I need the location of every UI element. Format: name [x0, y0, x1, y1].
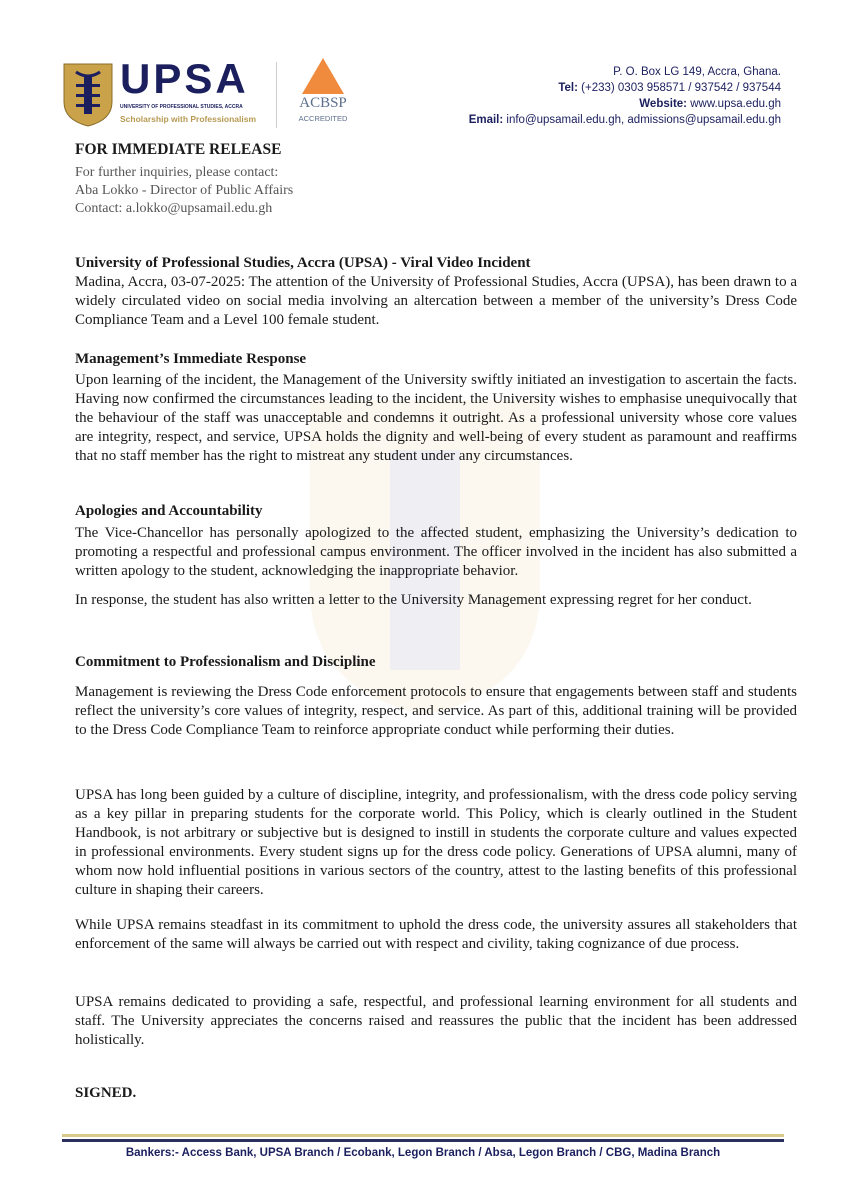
- paragraph: While UPSA remains steadfast in its commitment to uphold the dress code, the university assures all stakeholders that enforcement of the same will always be carried out with respect and civility, taking cognizance of due process.: [75, 917, 797, 952]
- upsa-logo-subtitle: UNIVERSITY OF PROFESSIONAL STUDIES, ACCRA: [120, 104, 243, 110]
- acbsp-accredited: ACCREDITED: [298, 114, 348, 123]
- footer-rule-navy: [62, 1139, 784, 1142]
- paragraph: UPSA remains dedicated to providing a safe, respectful, and professional learning environment for all students and staff. The University appreciates the concerns raised and reassures the public that the incident has been addressed holistically.: [75, 994, 797, 1048]
- section-heading: Management’s Immediate Response: [75, 351, 307, 367]
- tel-label: Tel:: [558, 82, 578, 94]
- paragraph: UPSA has long been guided by a culture of discipline, integrity, and professionalism, with the dress code policy serving as a key pillar in preparing students for the corporate world. This Policy, which is clearly outlined in the Student Handbook, is not arbitrary or subjective but is designed to instill in students the corporate culture and values expected in professional environments. Every student signs up for the dress code policy. Generations of UPSA alumni, many of whom now hold influential positions in various sectors of the country, attest to the lasting benefits of this professional culture in shaping their careers.: [75, 787, 797, 898]
- paragraph: Management is reviewing the Dress Code enforcement protocols to ensure that engagements between staff and students reflect the university’s core values of integrity, respect, and service. As part of this, additional training will be provided to the Dress Code Compliance Team to reinforce appropriate conduct while performing their duties.: [75, 684, 797, 738]
- upsa-tagline: Scholarship with Professionalism: [120, 114, 257, 124]
- inquiry-block: [75, 164, 293, 218]
- paragraph: In response, the student has also written a letter to the University Management expressing regret for her conduct.: [75, 592, 752, 608]
- email-links[interactable]: info@upsamail.edu.gh, admissions@upsamail.edu.gh: [506, 114, 781, 126]
- tel: (+233) 0303 958571 / 937542 / 937544: [581, 82, 781, 94]
- release-heading: FOR IMMEDIATE RELEASE: [75, 141, 282, 158]
- website-link[interactable]: www.upsa.edu.gh: [690, 98, 781, 110]
- footer-rule-gold: [62, 1134, 784, 1137]
- inquiry-line: For further inquiries, please contact:: [75, 165, 279, 180]
- paragraph: Upon learning of the incident, the Management of the University swiftly initiated an investigation to ascertain the facts. Having now confirmed the circumstances leading to the incident, the University wishes to emphasise unequivocally that the behaviour of the staff was unacceptable and condemns it outright. As a professional university whose core values are integrity, respect, and service, UPSA holds the dignity and well-being of every student as paramount and reaffirms that no staff member has the right to mistreat any student under any circumstances.: [75, 372, 797, 464]
- letterhead-contact: [469, 64, 781, 128]
- acbsp-triangle-icon: [302, 58, 344, 94]
- logo-divider: [276, 62, 277, 128]
- paragraph: The Vice-Chancellor has personally apologized to the affected student, emphasizing the University’s dedication to promoting a respectful and professional campus environment. The officer involved in the incident has also submitted a written apology to the student, acknowledging the inappropriate behavior.: [75, 525, 797, 579]
- signed: SIGNED.: [75, 1085, 137, 1101]
- upsa-crest-icon: [62, 62, 114, 128]
- intro-paragraph: Madina, Accra, 03-07-2025: The attention of the University of Professional Studies, Accra (UPSA), has been drawn to a widely circulated video on social media involving an altercation between a member of the university’s Dress Code Compliance Team and a Level 100 female student.: [75, 274, 797, 328]
- website-label: Website:: [639, 98, 687, 110]
- footer-bankers: Bankers:- Access Bank, UPSA Branch / Ecobank, Legon Branch / Absa, Legon Branch / CBG, Madina Branch: [125, 1147, 721, 1159]
- upsa-logo-text: UPSA: [120, 55, 249, 102]
- email-label: Email:: [468, 114, 504, 126]
- contact-email: Contact: a.lokko@upsamail.edu.gh: [75, 201, 273, 216]
- acbsp-logo-text: ACBSP: [299, 95, 347, 111]
- contact-person: Aba Lokko - Director of Public Affairs: [75, 183, 294, 198]
- section-heading: Apologies and Accountability: [75, 503, 263, 519]
- document-title: University of Professional Studies, Accra (UPSA) - Viral Video Incident: [75, 255, 531, 271]
- address: P. O. Box LG 149, Accra, Ghana.: [613, 66, 781, 78]
- section-heading: Commitment to Professionalism and Discipline: [75, 654, 376, 670]
